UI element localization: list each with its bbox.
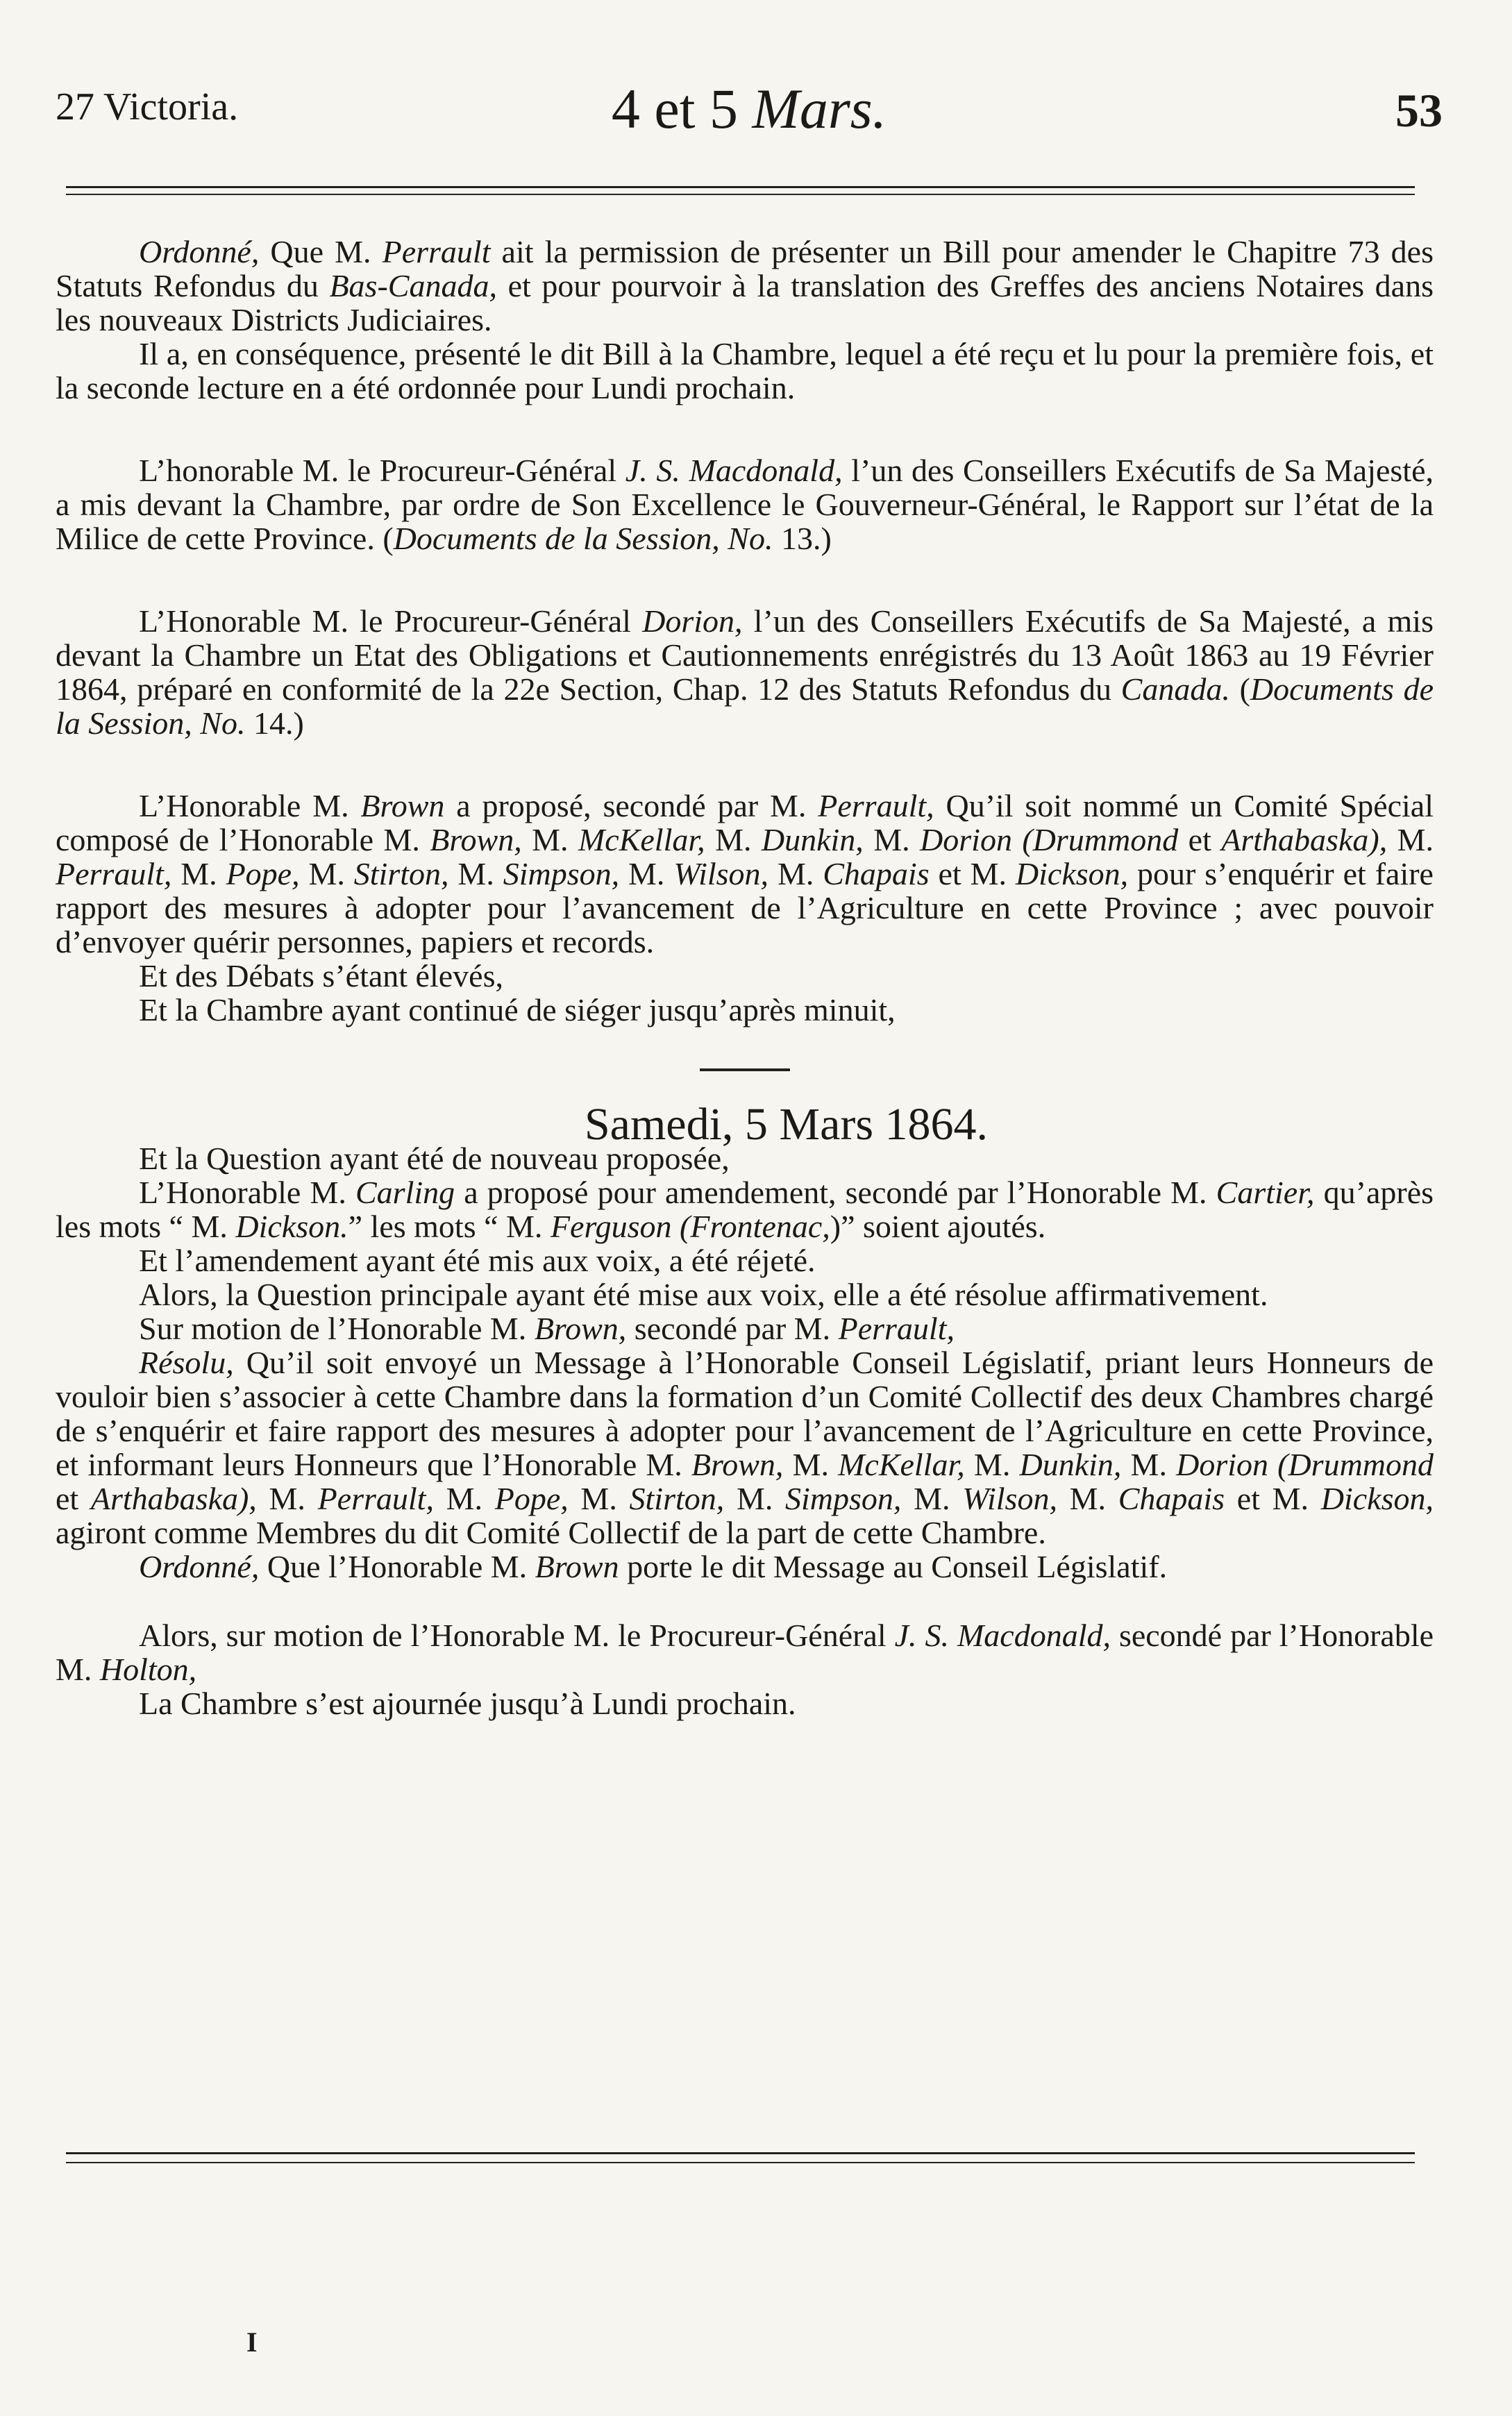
italic-text: J. S. Macdonald,: [894, 1618, 1111, 1653]
text-run: a proposé, secondé par M.: [444, 788, 818, 823]
text-run: et: [56, 1481, 91, 1516]
italic-text: Documents de la Session, No.: [56, 671, 1434, 741]
paragraph-question-proposed: Et la Question ayant été de nouveau proposée,: [139, 1141, 730, 1176]
text-run: (: [1229, 671, 1250, 707]
footer-rule-bottom: [66, 2162, 1415, 2163]
text-run: M.: [724, 1481, 786, 1516]
text-run: M.: [619, 856, 674, 891]
italic-text: Stirton,: [353, 856, 449, 891]
text-run: qu’après les mots “ M.: [56, 1175, 1434, 1244]
text-run: agiront comme Membres du dit Comité Collectif de la part de cette Chambre.: [56, 1515, 1046, 1550]
signature-mark: I: [246, 2326, 258, 2358]
text-run: M.: [901, 1481, 963, 1516]
paragraph-agriculture-committee: [56, 789, 1434, 959]
text-run: M.: [1057, 1481, 1118, 1516]
text-run: M.: [448, 856, 503, 891]
paragraph-adjournment-motion: [56, 1618, 1434, 1686]
italic-text: Stirton,: [629, 1481, 725, 1516]
paragraph-question-resolved: Alors, la Question principale ayant été mise aux voix, elle a été résolue affirmativement.: [139, 1277, 1268, 1312]
text-run: secondé par M.: [626, 1311, 839, 1346]
text-run: M.: [964, 1447, 1020, 1482]
text-run: M.: [299, 856, 354, 891]
text-run: M.: [521, 822, 578, 857]
text-run: Qu’il soit nommé un Comité Spécial composé de l’Honorable M.: [56, 788, 1434, 857]
text-run: M.: [433, 1481, 495, 1516]
italic-text: Dunkin,: [761, 822, 864, 857]
text-run: et pour pourvoir à la translation des Greffes des anciens Notaires dans les nouveaux Districts Judiciaires.: [56, 268, 1434, 337]
footer-rule-top: [66, 2152, 1415, 2154]
italic-text: Simpson,: [785, 1481, 902, 1516]
text-run: M.: [705, 822, 762, 857]
text-run: L’Honorable M.: [139, 788, 361, 823]
paragraph-carling-amendment: [56, 1175, 1434, 1243]
page-header: [56, 76, 1443, 153]
section-divider: [700, 1068, 790, 1071]
text-run: L’honorable M. le Procureur-Général: [139, 453, 625, 488]
italic-text: Dickson,: [1015, 856, 1129, 891]
text-run: M.: [568, 1481, 630, 1516]
text-run: Qu’il soit envoyé un Message à l’Honorable Conseil Législatif, priant leurs Honneurs de vouloir bien s’associer à cette Chambre dans la formation d’un Comité Collectif des deux Chambres chargé de s’enquérir et faire rapport des mesures à adopter pour l’avancement de l’Agriculture en cette Province, et informant leurs Honneurs que l’Honorable M.: [56, 1345, 1434, 1482]
text-run: )” soient ajoutés.: [830, 1209, 1046, 1244]
paragraph-first-reading: Il a, en conséquence, présenté le dit Bill à la Chambre, lequel a été reçu et lu pour la première fois, et la seconde lecture en a été ordonnée pour Lundi prochain.: [56, 336, 1434, 405]
italic-text: Brown,: [534, 1311, 627, 1346]
italic-text: Brown,: [430, 822, 522, 857]
paragraph-message-ordered: [56, 1550, 1434, 1584]
italic-text: Ferguson (Frontenac,: [550, 1209, 830, 1244]
paragraph-motion-brown: [56, 1311, 1434, 1345]
text-run: et: [1178, 822, 1222, 857]
italic-text: Dorion (Drummond: [920, 822, 1179, 857]
italic-text: Brown: [535, 1549, 619, 1584]
italic-text: Dickson,: [1320, 1481, 1434, 1516]
italic-text: Perrault,: [838, 1311, 955, 1346]
text-run: L’Honorable M. le Procureur-Général: [139, 603, 643, 639]
italic-text: Pope,: [494, 1481, 569, 1516]
text-run: a proposé pour amendement, secondé par l’Honorable M.: [455, 1175, 1216, 1210]
italic-text: Bas-Canada,: [329, 268, 497, 303]
italic-text: Canada.: [1120, 671, 1230, 707]
text-run: Que M.: [259, 234, 383, 269]
text-run: pour s’enquérir et faire rapport des mesures à adopter pour l’avancement de l’Agriculture en cette Province ; avec pouvoir d’envoyer quérir personnes, papiers et records.: [56, 856, 1434, 959]
date-heading: Samedi, 5 Mars 1864.: [584, 1099, 989, 1150]
italic-text: Résolu,: [139, 1345, 234, 1380]
italic-text: Documents de la Session, No.: [393, 521, 773, 556]
italic-text: Arthabaska),: [1221, 822, 1388, 857]
text-run: Sur motion de l’Honorable M.: [139, 1311, 535, 1346]
paragraph-adjourned: La Chambre s’est ajournée jusqu’à Lundi prochain.: [139, 1686, 796, 1721]
header-date-prefix: 4 et 5: [611, 77, 739, 140]
italic-text: Simpson,: [503, 856, 620, 891]
text-run: L’Honorable M.: [139, 1175, 355, 1210]
italic-text: Perrault: [382, 234, 491, 269]
italic-text: Cartier,: [1216, 1175, 1315, 1210]
header-date: [56, 76, 1443, 142]
text-run: ait la permission de présenter un Bill pour amender le Chapitre 73 des Statuts Refondus du: [56, 234, 1434, 303]
text-run: 14.): [245, 705, 304, 741]
text-run: ” les mots “ M.: [348, 1209, 551, 1244]
text-run: M.: [171, 856, 226, 891]
italic-text: J. S. Macdonald,: [625, 453, 843, 488]
italic-text: Wilson,: [962, 1481, 1057, 1516]
italic-text: Ordonné,: [139, 234, 260, 269]
italic-text: McKellar,: [578, 822, 705, 857]
text-run: l’un des Conseillers Exécutifs de Sa Majesté, a mis devant la Chambre un Etat des Obligations et Cautionnements enrégistrés du 13 Août 1863 au 19 Février 1864, préparé en conformité de la 22e Section, Chap. 12 des Statuts Refondus du: [56, 603, 1434, 707]
text-run: M.: [768, 856, 823, 891]
text-run: 13.): [773, 521, 832, 556]
paragraph-debates: Et des Débats s’étant élevés,: [139, 958, 503, 993]
paragraph-obligations-statement: [56, 604, 1434, 740]
paragraph-milice-report: [56, 453, 1434, 555]
paragraph-bill-perrault: [56, 235, 1434, 337]
text-run: Que l’Honorable M.: [259, 1549, 535, 1584]
text-run: M.: [1121, 1447, 1177, 1482]
italic-text: Brown: [360, 788, 445, 823]
text-run: M.: [256, 1481, 318, 1516]
italic-text: Chapais: [823, 856, 930, 891]
text-run: porte le dit Message au Conseil Législatif.: [619, 1549, 1168, 1584]
paragraph-amendment-rejected: Et l’amendement ayant été mis aux voix, a été réjeté.: [139, 1243, 816, 1278]
italic-text: Ordonné,: [139, 1549, 260, 1584]
italic-text: Dorion,: [642, 603, 743, 639]
italic-text: Perrault,: [317, 1481, 434, 1516]
italic-text: Arthabaska),: [90, 1481, 257, 1516]
italic-text: Perrault,: [56, 856, 172, 891]
text-run: et M.: [1225, 1481, 1321, 1516]
text-run: et M.: [929, 856, 1016, 891]
italic-text: Dickson.: [235, 1209, 348, 1244]
header-rule-bottom: [66, 194, 1415, 195]
text-run: l’un des Conseillers Exécutifs de Sa Majesté, a mis devant la Chambre, par ordre de Son Excellence le Gouverneur-Général, le Rapport sur l’état de la Milice de cette Province. (: [56, 453, 1434, 556]
text-run: M.: [1387, 822, 1434, 857]
italic-text: Wilson,: [673, 856, 769, 891]
paragraph-resolution-message: [56, 1345, 1434, 1550]
page-number: 53: [1395, 84, 1443, 137]
text-run: Alors, sur motion de l’Honorable M. le Procureur-Général: [139, 1618, 895, 1653]
paragraph-sitting-continued: Et la Chambre ayant continué de siéger jusqu’après minuit,: [139, 992, 896, 1027]
header-date-month: Mars.: [752, 77, 887, 140]
italic-text: Chapais: [1118, 1481, 1225, 1516]
header-volume: 27 Victoria.: [56, 85, 239, 128]
italic-text: Holton,: [99, 1652, 197, 1687]
text-run: M.: [863, 822, 921, 857]
italic-text: Brown,: [691, 1447, 784, 1482]
proceedings-text: [56, 235, 1434, 1720]
text-run: M.: [783, 1447, 839, 1482]
italic-text: Perrault,: [818, 788, 934, 823]
header-rule-top: [66, 186, 1415, 188]
italic-text: Pope,: [226, 856, 300, 891]
italic-text: Dunkin,: [1019, 1447, 1122, 1482]
italic-text: McKellar,: [838, 1447, 965, 1482]
italic-text: Dorion (Drummond: [1176, 1447, 1434, 1482]
text-run: secondé par l’Honorable M.: [56, 1618, 1434, 1687]
italic-text: Carling: [355, 1175, 455, 1210]
